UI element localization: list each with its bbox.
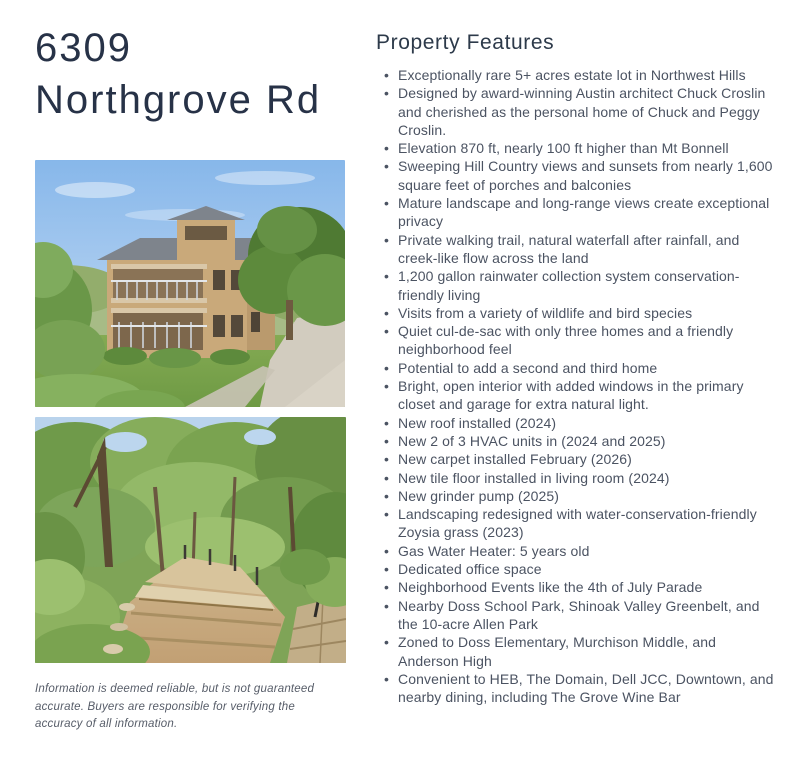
feature-item: • Mature landscape and long-range views create exceptional privacy [376,194,774,231]
feature-item: • New carpet installed February (2026) [376,450,774,468]
feature-item: • New grinder pump (2025) [376,487,774,505]
feature-item: • Elevation 870 ft, nearly 100 ft higher than Mt Bonnell [376,139,774,157]
feature-item: • Convenient to HEB, The Domain, Dell JCC, Downtown, and nearby dining, including The Grove Wine Bar [376,670,774,707]
wooded-trail-photo [35,417,346,663]
house-exterior-photo [35,160,345,407]
feature-item: • 1,200 gallon rainwater collection system conservation-friendly living [376,267,774,304]
feature-item: • Bright, open interior with added windows in the primary closet and garage for extra natural light. [376,377,774,414]
feature-item: • New roof installed (2024) [376,414,774,432]
feature-item: • Potential to add a second and third home [376,359,774,377]
feature-item: • New tile floor installed in living room (2024) [376,469,774,487]
address-number: 6309 [35,26,132,70]
feature-item: • Zoned to Doss Elementary, Murchison Middle, and Anderson High [376,633,774,670]
feature-item: • Neighborhood Events like the 4th of July Parade [376,578,774,596]
feature-item: • Dedicated office space [376,560,774,578]
features-heading: Property Features [376,31,555,54]
feature-item: • Gas Water Heater: 5 years old [376,542,774,560]
feature-item: • Visits from a variety of wildlife and bird species [376,304,774,322]
features-list [376,66,774,706]
feature-item: • Private walking trail, natural waterfall after rainfall, and creek-like flow across the land [376,231,774,268]
address-street: Northgrove Rd [35,78,322,122]
feature-item: • New 2 of 3 HVAC units in (2024 and 2025) [376,432,774,450]
feature-item: • Nearby Doss School Park, Shinoak Valley Greenbelt, and the 10-acre Allen Park [376,597,774,634]
feature-item: • Quiet cul-de-sac with only three homes and a friendly neighborhood feel [376,322,774,359]
feature-item: • Landscaping redesigned with water-conservation-friendly Zoysia grass (2023) [376,505,774,542]
feature-item: • Exceptionally rare 5+ acres estate lot in Northwest Hills [376,66,774,84]
feature-item: • Sweeping Hill Country views and sunsets from nearly 1,600 square feet of porches and balconies [376,157,774,194]
disclaimer-text: Information is deemed reliable, but is not guaranteed accurate. Buyers are responsible for verifying the accuracy of all information. [35,683,315,730]
feature-item: • Designed by award-winning Austin architect Chuck Croslin and cherished as the personal home of Chuck and Peggy Croslin. [376,84,774,139]
property-address-title [35,22,321,126]
